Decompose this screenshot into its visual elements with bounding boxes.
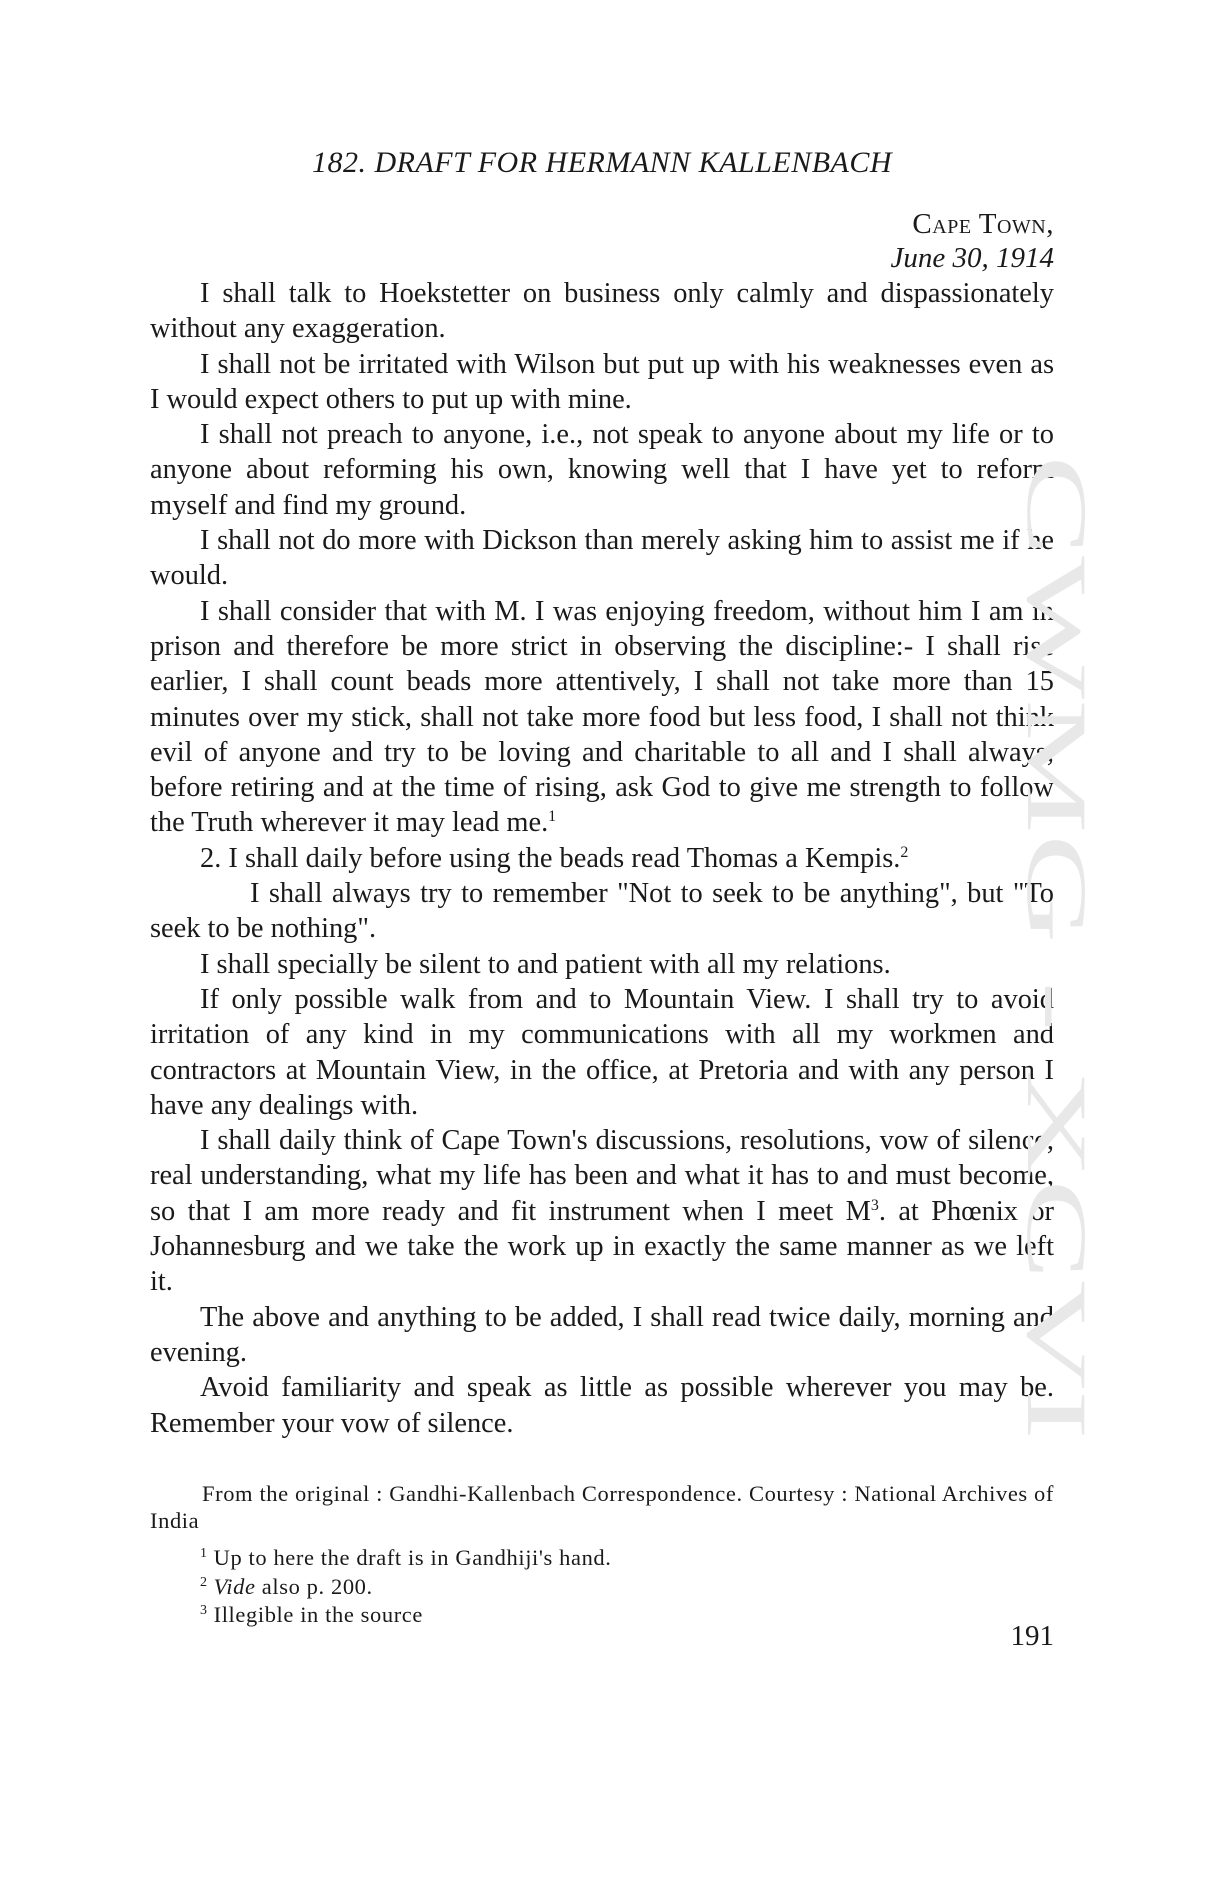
paragraph bbox=[150, 417, 1054, 523]
date-line: June 30, 1914 bbox=[890, 242, 1054, 274]
paragraph bbox=[150, 347, 1054, 418]
paragraph bbox=[150, 594, 1054, 841]
document-title: 182. DRAFT FOR HERMANN KALLENBACH bbox=[311, 146, 893, 179]
paragraph-text: 2. I shall daily before using the beads read Thomas a Kempis. bbox=[200, 842, 901, 874]
paragraph bbox=[150, 1123, 1054, 1299]
page-number: 191 bbox=[1010, 1620, 1054, 1652]
paragraph bbox=[150, 276, 1054, 347]
paragraph-text: I shall not do more with Dickson than merely asking him to assist me if he would. bbox=[150, 525, 1054, 592]
paragraph bbox=[150, 1300, 1054, 1371]
paragraph-text: If only possible walk from and to Mountain View. I shall try to avoid irritation of any kind in my communications with all my workmen and contractors at Mountain View, in the office, at Pretoria and with any person I have any dealings with. bbox=[150, 983, 1054, 1121]
paragraph bbox=[150, 841, 1054, 876]
paragraph-text: I shall not preach to anyone, i.e., not speak to anyone about my life or to anyone about reforming his own, knowing well that I have yet to reform myself and find my ground. bbox=[150, 419, 1054, 521]
footnote-marker: 3 bbox=[870, 1196, 879, 1214]
footnote-number: 3 bbox=[200, 1603, 208, 1618]
footnote-text: also p. 200. bbox=[255, 1573, 373, 1599]
paragraph-text: I shall not be irritated with Wilson but put up with his weaknesses even as I would expect others to put up with mine. bbox=[150, 348, 1054, 415]
footnote-number: 1 bbox=[200, 1546, 208, 1561]
letter-body bbox=[150, 276, 1054, 1441]
paragraph bbox=[150, 947, 1054, 982]
paragraph bbox=[150, 523, 1054, 594]
footnotes bbox=[200, 1544, 1050, 1630]
footnote bbox=[200, 1544, 1050, 1573]
svg-text:CWMG - XCVI: CWMG - XCVI bbox=[1009, 455, 1105, 1014]
paragraph-text: I shall specially be silent to and patient with all my relations. bbox=[200, 948, 891, 980]
paragraph-text: I shall talk to Hoekstetter on business only calmly and dispassionately without any exaggeration. bbox=[150, 278, 1054, 345]
paragraph bbox=[150, 1370, 1054, 1441]
paragraph-text: I shall consider that with M. I was enjoying freedom, without him I am in prison and therefore be more strict in observing the discipline:- I shall rise earlier, I shall count beads more attentively, I shall not take more than 15 minutes over my stick, shall not take more food but less food, I shall not think evil of anyone and try to be loving and charitable to all and I shall always, before retiring and at the time of rising, ask God to give me strength to follow the Truth wherever it may lead me. bbox=[150, 595, 1054, 839]
paragraph-text-continued: . at Phœnix or Johannesburg and we take the work up in exactly the same manner as we left it. bbox=[150, 1195, 1054, 1298]
footnote-text: Illegible in the source bbox=[213, 1602, 423, 1627]
paragraph-text: Avoid familiarity and speak as little as possible wherever you may be. Remember your vow of silence. bbox=[150, 1372, 1054, 1439]
footnote bbox=[200, 1601, 1050, 1630]
footnote-text: Up to here the draft is in Gandhiji's hand. bbox=[213, 1545, 612, 1570]
paragraph bbox=[150, 982, 1054, 1123]
place-line: Cape Town, bbox=[912, 208, 1054, 240]
paragraph-text: The above and anything to be added, I shall read twice daily, morning and evening. bbox=[150, 1301, 1054, 1368]
footnote-marker: 2 bbox=[900, 843, 909, 861]
paragraph bbox=[150, 876, 1054, 947]
footnote-italic-text: Vide bbox=[213, 1573, 256, 1599]
paragraph-text: I shall always try to remember "Not to seek to be anything", but "To seek to be nothing". bbox=[150, 878, 1054, 945]
paragraph-text: I shall daily think of Cape Town's discussions, resolutions, vow of silence, real understanding, what my life has been and what it has to and must become, so that I am more ready and fit instrument when I meet M bbox=[150, 1125, 1054, 1227]
source-note: From the original : Gandhi-Kallenbach Correspondence. Courtesy : National Archives of India bbox=[150, 1481, 1054, 1533]
watermark-logo bbox=[1009, 455, 1105, 1445]
footnote-marker: 1 bbox=[548, 808, 557, 826]
footnote bbox=[200, 1573, 1050, 1602]
footnote-number: 2 bbox=[200, 1574, 208, 1590]
